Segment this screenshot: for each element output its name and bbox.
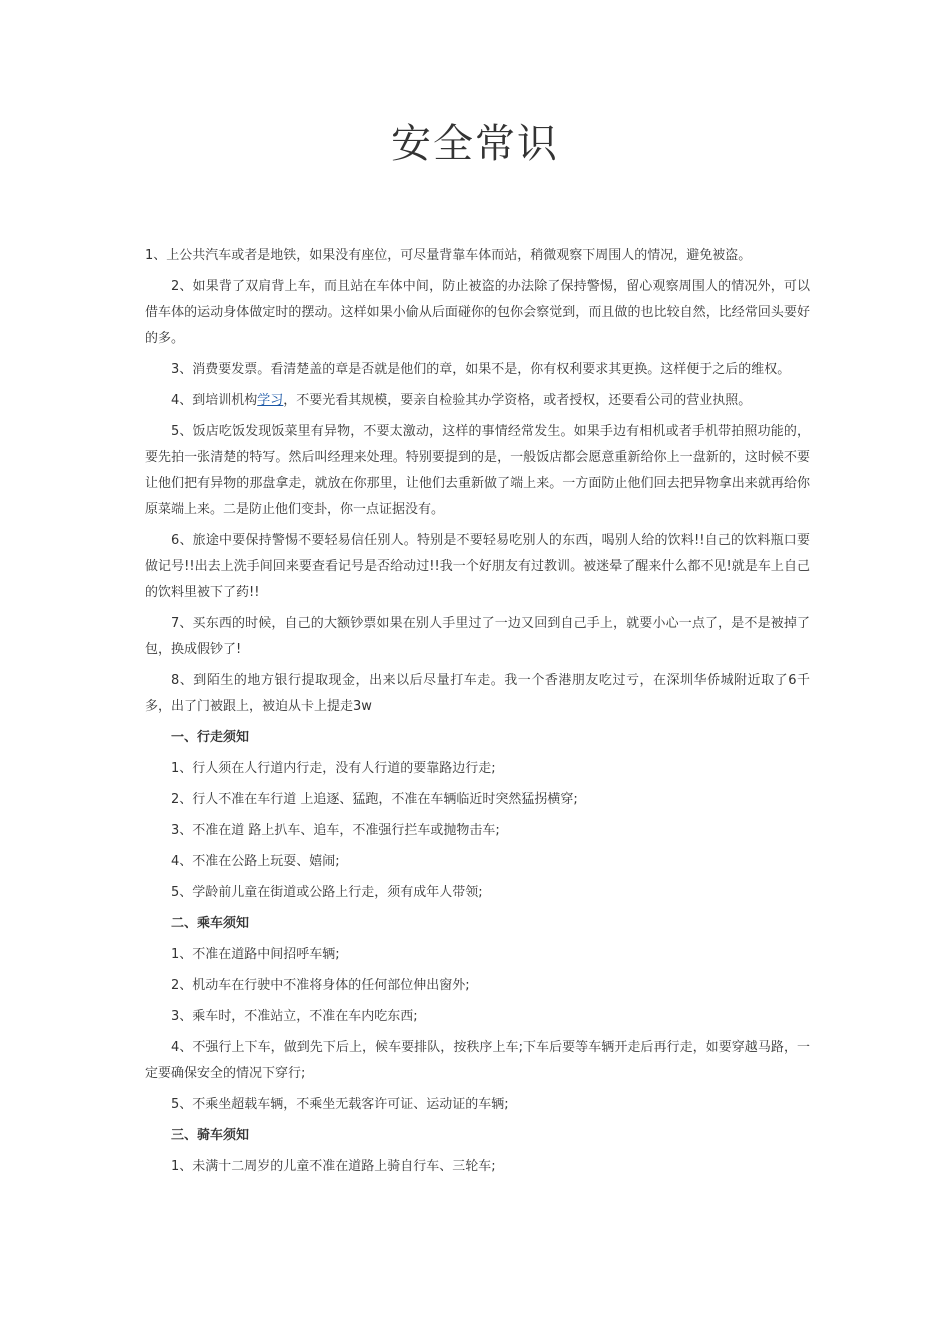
page-title: 安全常识 (391, 121, 559, 167)
paragraph-5: 5、饭店吃饭发现饭菜里有异物，不要太激动，这样的事情经常发生。如果手边有相机或者手机带拍照功能的，要先拍一张清楚的特写。然后叫经理来处理。特别要提到的是，一般饭店都会愿意重新给你上一盘新的，这时候不要让他们把有异物的那盘拿走，就放在你那里，让他们去重新做了端上来。一方面防止他们回去把异物拿出来就再给你原菜端上来。二是防止他们变卦，你一点证据没有。 (145, 424, 810, 517)
riding-item-2: 2、机动车在行驶中不准将身体的任何部位伸出窗外; (171, 978, 470, 993)
section-heading-cycling: 三、骑车须知 (171, 1128, 250, 1143)
paragraph-7: 7、买东西的时候，自己的大额钞票如果在别人手里过了一边又回到自己手上，就要小心一点了，是不是被掉了包，换成假钞了! (145, 616, 810, 657)
riding-item-1: 1、不准在道路中间招呼车辆; (171, 947, 340, 962)
walking-item-1: 1、行人须在人行道内行走，没有人行道的要靠路边行走; (171, 761, 496, 776)
walking-item-5: 5、学龄前儿童在街道或公路上行走，须有成年人带领; (171, 885, 483, 900)
paragraph-3: 3、消费要发票。看清楚盖的章是否就是他们的章，如果不是，你有权利要求其更换。这样便于之后的维权。 (171, 362, 791, 377)
section-heading-riding: 二、乘车须知 (171, 916, 250, 931)
walking-item-3: 3、不准在道 路上扒车、追车，不准强行拦车或抛物击车; (171, 823, 500, 838)
walking-item-4: 4、不准在公路上玩耍、嬉闹; (171, 854, 340, 869)
section-heading-walking: 一、行走须知 (171, 730, 250, 745)
paragraph-1: 1、上公共汽车或者是地铁，如果没有座位，可尽量背靠车体而站，稍微观察下周围人的情况，避免被盗。 (145, 248, 752, 263)
riding-item-3: 3、乘车时，不准站立，不准在车内吃东西; (171, 1009, 418, 1024)
paragraph-4-text-start: 4、到培训机构 (171, 393, 258, 408)
paragraph-8: 8、到陌生的地方银行提取现金，出来以后尽量打车走。我一个香港朋友吃过亏，在深圳华侨城附近取了6千多，出了门被跟上，被迫从卡上提走3w (145, 673, 810, 714)
document-body (145, 243, 810, 1185)
paragraph-4 (145, 388, 810, 414)
study-link[interactable]: 学习 (257, 393, 284, 408)
paragraph-6: 6、旅途中要保持警惕不要轻易信任别人。特别是不要轻易吃别人的东西，喝别人给的饮料!!自己的饮料瓶口要做记号!!出去上洗手间回来要查看记号是否给动过!!我一个好朋友有过教训。被迷晕了醒来什么都不见!就是车上自己的饮料里被下了药!! (145, 533, 810, 600)
paragraph-4-text-end: ，不要光看其规模，要亲自检验其办学资格，或者授权，还要看公司的营业执照。 (283, 393, 752, 408)
cycling-item-1: 1、未满十二周岁的儿童不准在道路上骑自行车、三轮车; (171, 1159, 496, 1174)
riding-item-4: 4、不强行上下车，做到先下后上，候车要排队，按秩序上车;下车后要等车辆开走后再行走，如要穿越马路，一定要确保安全的情况下穿行; (145, 1040, 810, 1081)
riding-item-5: 5、不乘坐超载车辆，不乘坐无载客许可证、运动证的车辆; (171, 1097, 509, 1112)
paragraph-2: 2、如果背了双肩背上车，而且站在车体中间，防止被盗的办法除了保持警惕，留心观察周围人的情况外，可以借车体的运动身体做定时的摆动。这样如果小偷从后面碰你的包你会察觉到，而且做的也比较自然，比经常回头要好的多。 (145, 279, 810, 346)
walking-item-2: 2、行人不准在车行道 上追逐、猛跑，不准在车辆临近时突然猛拐横穿; (171, 792, 578, 807)
